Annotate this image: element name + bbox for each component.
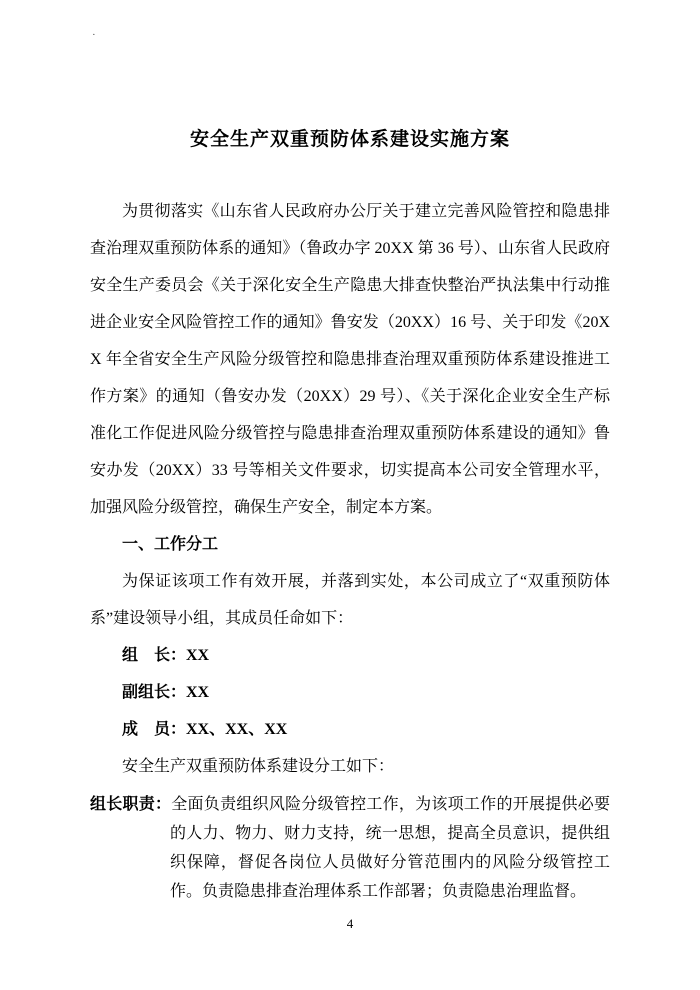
roster-members-line: 成 员：XX、XX、XX bbox=[122, 721, 288, 738]
duty-paragraph bbox=[90, 790, 610, 906]
section-heading: 一、工作分工 bbox=[122, 536, 219, 553]
duty-text: 全面负责组织风险分级管控工作，为该项工作的开展提供必要的人力、物力、财力支持，统一思想，提高全员意识，提供组织保障，督促各岗位人员做好分管范围内的风险分级管控工作。负责隐患排查治理体系工作部署；负责隐患治理监督。 bbox=[170, 796, 610, 900]
page-number: 4 bbox=[346, 916, 354, 931]
document-title: 安全生产双重预防体系建设实施方案 bbox=[189, 129, 510, 150]
intro-paragraph: 为贯彻落实《山东省人民政府办公厅关于建立完善风险管控和隐患排查治理双重预防体系的通知》（鲁政办字 20XX 第 36 号）、山东省人民政府安全生产委员会《关于深化安全生产隐患大排查快整治严执法集中行动推进企业安全风险管控工作的通知》鲁安发（20XX）16 号、关于印发《20XX 年全省安全生产风险分级管控和隐患排查治理双重预防体系建设推进工作方案》的通知（鲁安办发（20XX）29 号）、《关于深化企业安全生产标准化工作促进风险分级管控与隐患排查治理双重预防体系建设的通知》鲁安办发（20XX）33 号等相关文件要求，切实提高本公司安全管理水平，加强风险分级管控，确保生产安全，制定本方案。 bbox=[90, 203, 610, 516]
division-intro-line: 安全生产双重预防体系建设分工如下： bbox=[122, 758, 395, 775]
document-content bbox=[90, 0, 610, 906]
roster-leader-line: 组 长：XX bbox=[122, 647, 210, 664]
duty-label: 组长职责： bbox=[90, 796, 172, 813]
roster-deputy-line: 副组长：XX bbox=[122, 684, 210, 701]
section-intro-paragraph: 为保证该项工作有效开展，并落到实处，本公司成立了“双重预防体系”建设领导小组，其成员任命如下： bbox=[90, 573, 610, 627]
stray-mark: · bbox=[92, 29, 96, 41]
